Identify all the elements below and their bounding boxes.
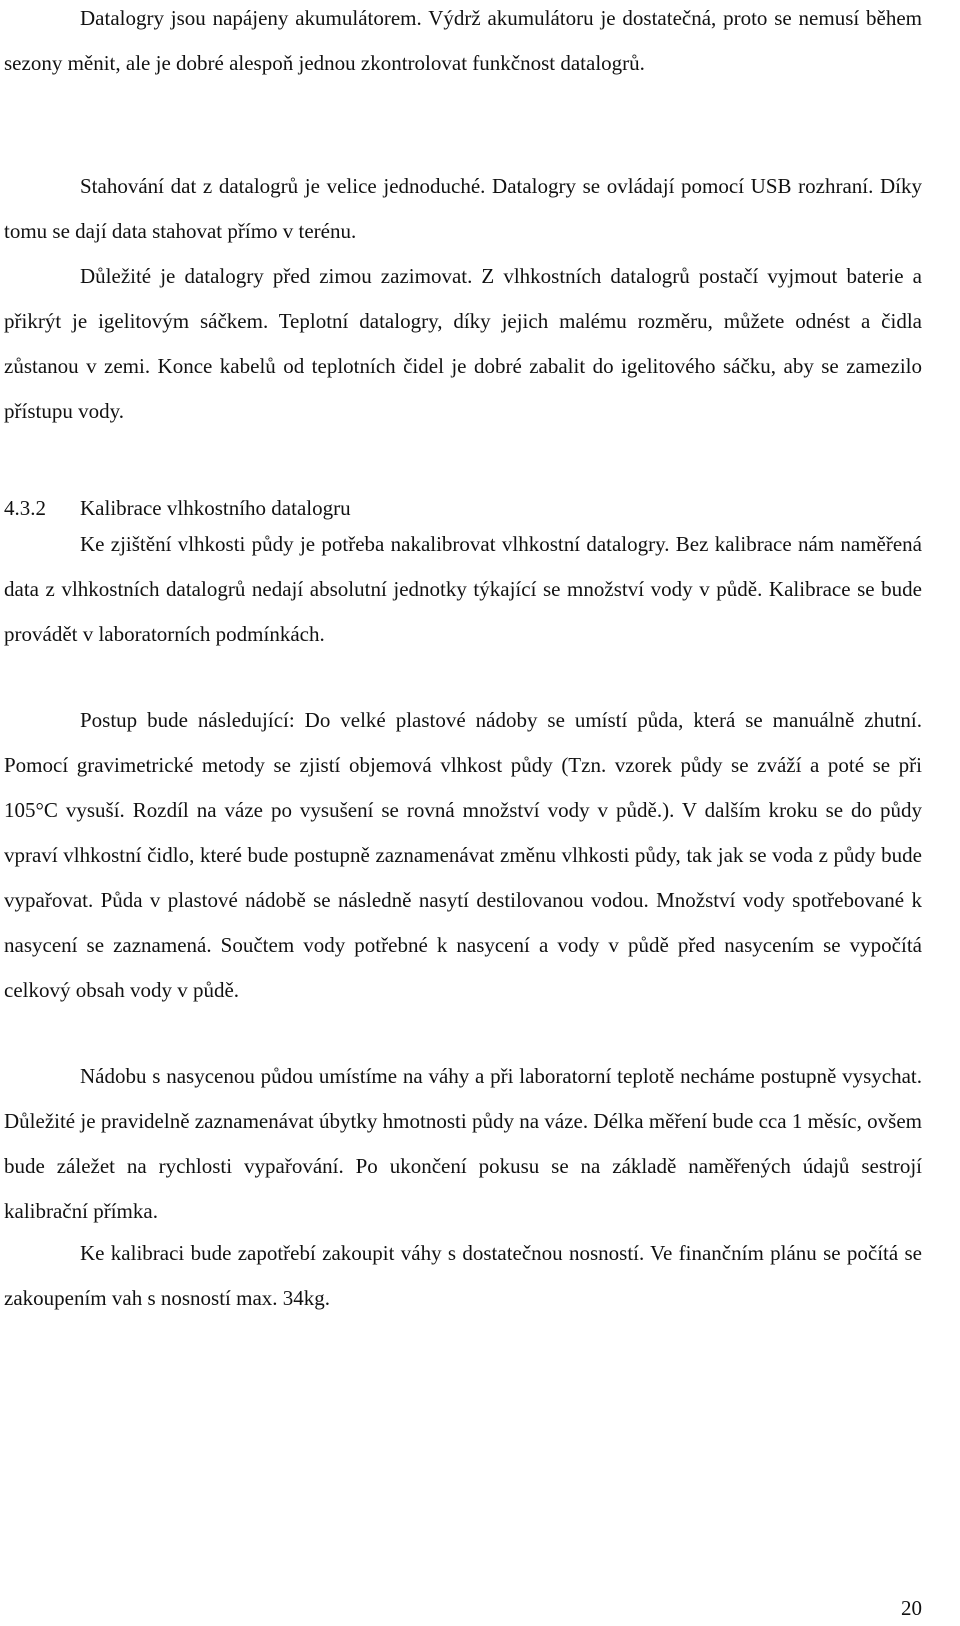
paragraph-battery: Datalogry jsou napájeny akumulátorem. Výdrž akumulátoru je dostatečná, proto se nemusí během sezony měnit, ale je dobré alespoň jednou zkontrolovat funkčnost datalogrů. xyxy=(4,6,922,75)
paragraph-calibration-intro: Ke zjištění vlhkosti půdy je potřeba nakalibrovat vlhkostní datalogry. Bez kalibrace nám naměřená data z vlhkostních datalogrů nedají absolutní jednotky týkající se množství vody v půdě. Kalibrace se bude provádět v laboratorních podmínkách. xyxy=(4,532,922,646)
paragraph-download: Stahování dat z datalogrů je velice jednoduché. Datalogry se ovládají pomocí USB rozhraní. Díky tomu se dají data stahovat přímo v terénu. xyxy=(4,174,922,243)
page-number: 20 xyxy=(901,1596,922,1620)
paragraph-procedure: Postup bude následující: Do velké plastové nádoby se umístí půda, která se manuálně zhutní. Pomocí gravimetrické metody se zjistí objemová vlhkost půdy (Tzn. vzorek půdy se zváží a poté se při 105°C vysuší. Rozdíl na váze po vysušení se rovná množství vody v půdě.). V dalším kroku se do půdy vpraví vlhkostní čidlo, které bude postupně zaznamenávat změnu vlhkosti půdy, tak jak se voda z půdy bude vypařovat. Půda v plastové nádobě se následně nasytí destilovanou vodou. Množství vody spotřebované k nasycení se zaznamená. Součtem vody potřebné k nasycení a vody v půdě před nasycením se vypočítá celkový obsah vody v půdě. xyxy=(4,708,922,1002)
paragraph-scales: Ke kalibraci bude zapotřebí zakoupit váhy s dostatečnou nosností. Ve finančním plánu se počítá se zakoupením vah s nosností max. 34kg. xyxy=(4,1241,922,1310)
section-number: 4.3.2 xyxy=(4,496,46,520)
section-title: Kalibrace vlhkostního datalogru xyxy=(80,496,351,520)
paragraph-drying: Nádobu s nasycenou půdou umístíme na váhy a při laboratorní teplotě necháme postupně vysychat. Důležité je pravidelně zaznamenávat úbytky hmotnosti půdy na váze. Délka měření bude cca 1 měsíc, ovšem bude záležet na rychlosti vypařování. Po ukončení pokusu se na základě naměřených údajů sestrojí kalibrační přímka. xyxy=(4,1064,922,1223)
section-heading xyxy=(4,493,351,523)
paragraph-winterization: Důležité je datalogry před zimou zazimovat. Z vlhkostních datalogrů postačí vyjmout baterie a přikrýt je igelitovým sáčkem. Teplotní datalogry, díky jejich malému rozměru, můžete odnést a čidla zůstanou v zemi. Konce kabelů od teplotních čidel je dobré zabalit do igelitového sáčku, aby se zamezilo přístupu vody. xyxy=(4,264,922,423)
